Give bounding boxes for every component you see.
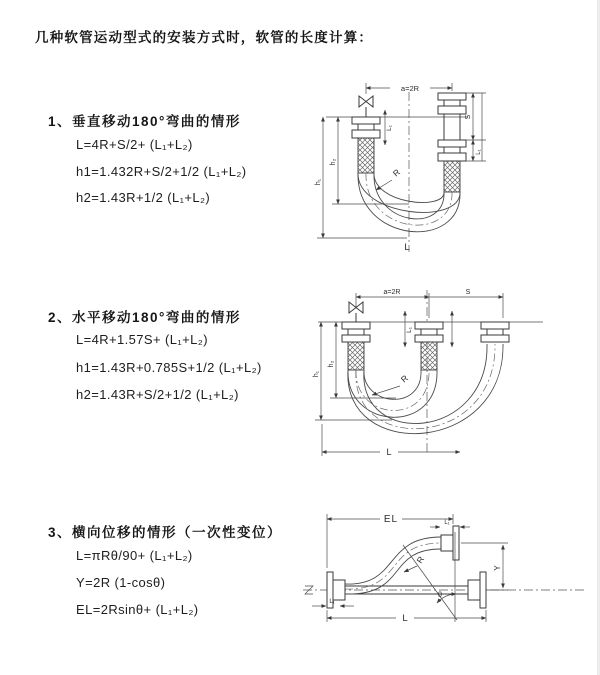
dim-label-l1: L₁ — [444, 520, 450, 526]
dim-label-y: Y — [493, 565, 502, 571]
dim-label-l1: L₁ — [406, 327, 413, 333]
section1-heading: 1、垂直移动180°弯曲的情形 — [48, 114, 241, 129]
formula: Y=2R (1-cosθ) — [76, 575, 166, 590]
dim-label-theta: θ — [437, 590, 443, 599]
page-title: 几种软管运动型式的安装方式时，软管的长度计算： — [35, 30, 374, 45]
dim-label-s: S — [465, 114, 472, 120]
formula: h2=1.43R+1/2 (L₁+L₂) — [76, 190, 211, 205]
diagram-lateral-displacement — [303, 514, 585, 624]
dim-label-r: R — [398, 372, 410, 385]
dim-label-h2: h₂ — [330, 158, 337, 166]
dim-label-h2: h₂ — [328, 360, 335, 368]
dim-label-l: L — [402, 613, 408, 624]
formula: L=4R+S/2+ (L₁+L₂) — [76, 137, 193, 152]
diagram-horizontal-180 — [313, 289, 543, 457]
dim-label-el: EL — [383, 514, 399, 525]
dim-label-a2r: a=2R — [400, 84, 420, 93]
dim-label-h1: h₁ — [313, 370, 320, 378]
valve-icon — [359, 96, 373, 107]
dim-label-l: L — [404, 242, 410, 253]
dim-label-l1: L₁ — [329, 599, 335, 605]
dim-label-l1: L₁ — [476, 149, 482, 155]
formula: L=4R+1.57S+ (L₁+L₂) — [76, 332, 208, 347]
section2-heading: 2、水平移动180°弯曲的情形 — [48, 310, 241, 325]
dim-label-s: S — [465, 289, 471, 296]
fitting — [342, 322, 370, 370]
formula: h1=1.432R+S/2+1/2 (L₁+L₂) — [76, 164, 247, 179]
fitting — [415, 322, 443, 370]
fitting — [481, 322, 509, 342]
dim-label-l: L — [386, 447, 392, 457]
formula: L=πRθ/90+ (L₁+L₂) — [76, 548, 193, 563]
formula: h1=1.43R+0.785S+1/2 (L₁+L₂) — [76, 360, 262, 375]
dim-label-r: R — [414, 554, 427, 566]
dim-label-h1: h₁ — [315, 178, 322, 186]
dim-label-a2r: a=2R — [383, 289, 401, 296]
section3-heading: 3、横向位移的情形（一次性变位） — [48, 525, 283, 540]
formula: h2=1.43R+S/2+1/2 (L₁+L₂) — [76, 387, 239, 402]
diagram-vertical-180 — [315, 83, 486, 253]
dim-label-l1: L₁ — [386, 125, 393, 131]
dim-label-r: R — [390, 166, 402, 179]
formula: EL=2Rsinθ+ (L₁+L₂) — [76, 602, 199, 617]
